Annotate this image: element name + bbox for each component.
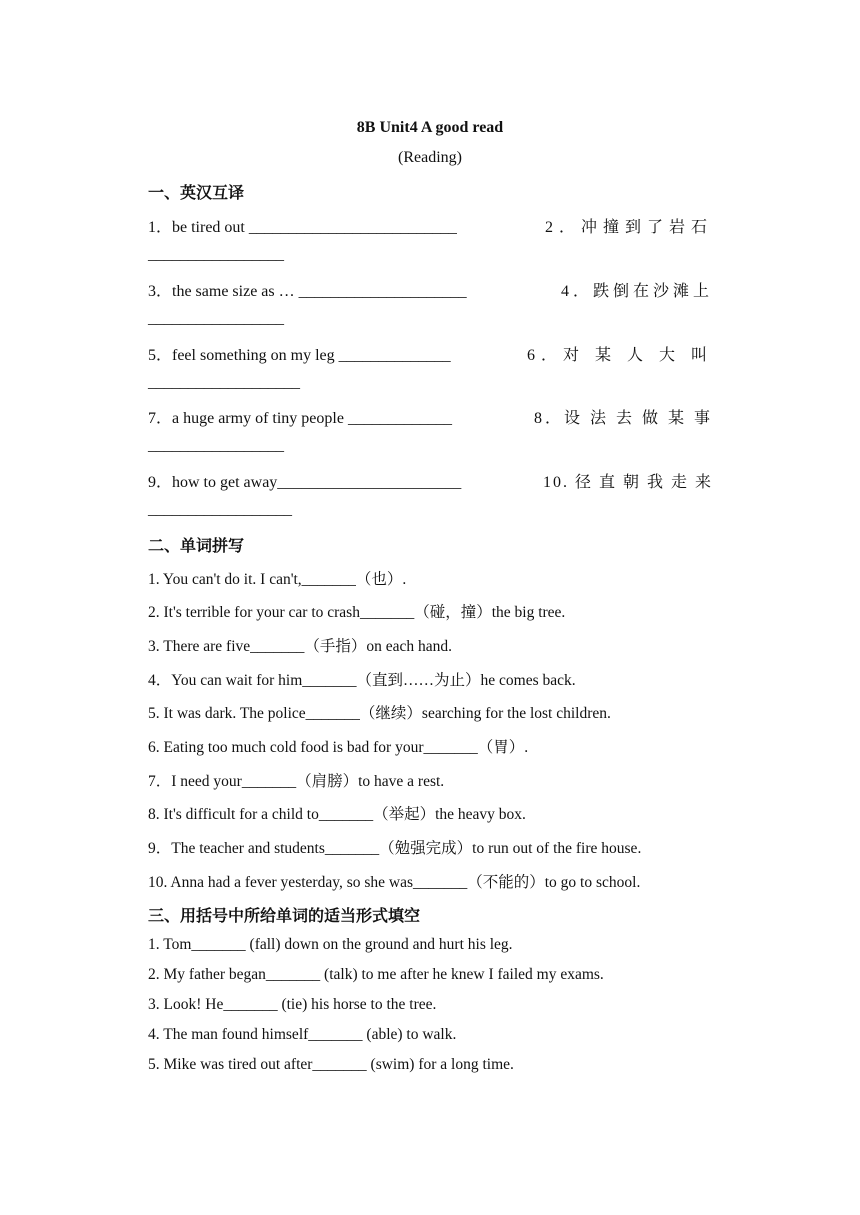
document-subtitle: (Reading) (398, 149, 462, 166)
translation-item-right: 2．冲撞到了岩石 (544, 219, 713, 236)
translation-item-right: 4．跌倒在沙滩上 (560, 283, 713, 300)
fill-in-item: 4. The man found himself_______ (able) to walk. (148, 1026, 457, 1043)
translation-item-right: 10. 径 直 朝 我 走 来 (542, 474, 713, 491)
translation-row (148, 405, 713, 427)
document-title: 8B Unit4 A good read (356, 119, 504, 136)
spelling-item: 6. Eating too much cold food is bad for your_______（胃）. (148, 739, 529, 756)
spelling-item: 5. It was dark. The police_______（继续）searching for the lost children. (148, 705, 611, 722)
section1-heading: 一、英汉互译 (148, 183, 245, 202)
answer-blank: _________________ (148, 437, 284, 454)
translation-item-right: 8．设 法 去 做 某 事 (533, 410, 713, 427)
translation-row (148, 342, 713, 364)
translation-item-left: 3．the same size as … _____________________ (148, 283, 467, 300)
translation-item-left: 5．feel something on my leg ______________ (148, 347, 451, 364)
spelling-item: 3. There are five_______（手指）on each hand. (148, 638, 453, 655)
spelling-item: 10. Anna had a fever yesterday, so she was_______（不能的）to go to school. (148, 874, 641, 891)
answer-blank: _________________ (148, 310, 284, 327)
spelling-item: 1. You can't do it. I can't,_______（也）. (148, 571, 407, 588)
fill-in-item: 3. Look! He_______ (tie) his horse to the tree. (148, 996, 437, 1013)
spelling-item: 2. It's terrible for your car to crash_______（碰，撞）the big tree. (148, 604, 566, 621)
translation-item-left: 9．how to get away_______________________ (148, 474, 462, 491)
spelling-item: 4．You can wait for him_______（直到……为止）he comes back. (148, 672, 576, 689)
spelling-item: 9．The teacher and students_______（勉强完成）to run out of the fire house. (148, 840, 642, 857)
fill-in-item: 2. My father began_______ (talk) to me after he knew I failed my exams. (148, 966, 604, 983)
section2-heading: 二、单词拼写 (148, 536, 245, 555)
fill-in-item: 5. Mike was tired out after_______ (swim) for a long time. (148, 1056, 514, 1073)
answer-blank: _________________ (148, 246, 284, 263)
fill-in-item: 1. Tom_______ (fall) down on the ground and hurt his leg. (148, 936, 513, 953)
translation-row (148, 214, 713, 236)
section3-heading: 三、用括号中所给单词的适当形式填空 (148, 906, 421, 925)
answer-blank: __________________ (148, 501, 292, 518)
spelling-item: 7．I need your_______（肩膀）to have a rest. (148, 773, 445, 790)
translation-row (148, 469, 713, 491)
spelling-item: 8. It's difficult for a child to_______（举起）the heavy box. (148, 806, 526, 823)
translation-item-left: 1．be tired out __________________________ (148, 219, 457, 236)
translation-item-left: 7．a huge army of tiny people _____________ (148, 410, 452, 427)
answer-blank: ___________________ (148, 374, 300, 391)
translation-row (148, 278, 713, 300)
translation-item-right: 6．对 某 人 大 叫 (526, 347, 713, 364)
